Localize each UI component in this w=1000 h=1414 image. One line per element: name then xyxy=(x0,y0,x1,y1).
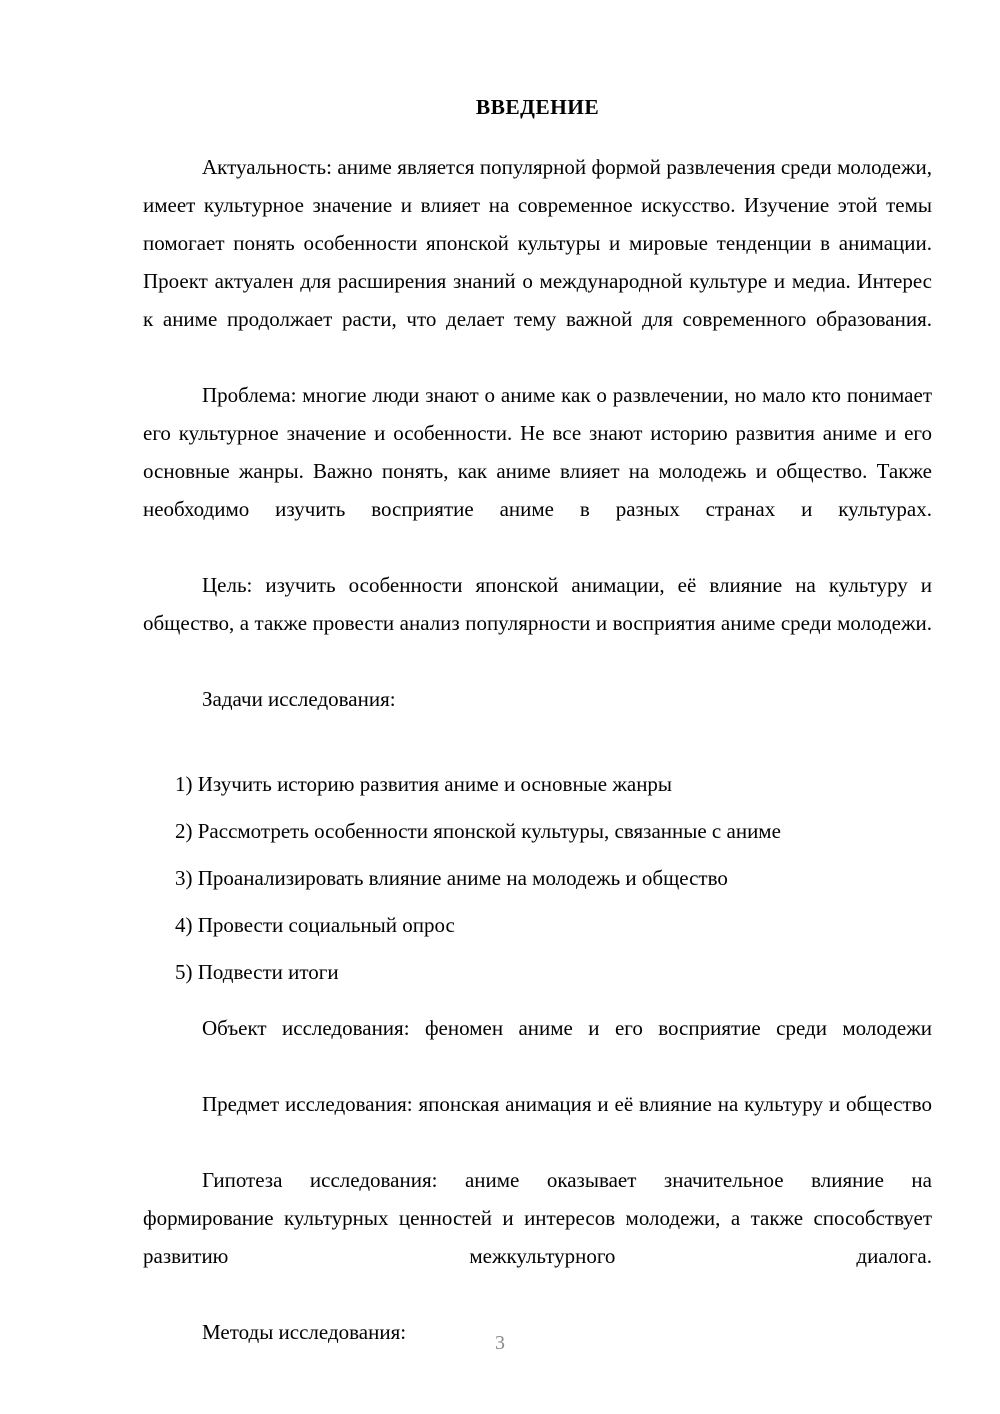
document-body xyxy=(143,88,932,1389)
list-item: 3) Проанализировать влияние аниме на молодежь и общество xyxy=(175,866,728,890)
heading-tasks: Задачи исследования: xyxy=(202,687,396,711)
tasks-list xyxy=(143,765,932,1000)
page-number: 3 xyxy=(495,1332,505,1354)
page-title: ВВЕДЕНИЕ xyxy=(475,95,600,119)
paragraph-problem: Проблема: многие люди знают о аниме как о развлечении, но мало кто понимает его культурное значение и особенности. Не все знают историю развития аниме и его основные жанры. Важно понять, как аниме влияет на молодежь и общество. Также необходимо изучить восприятие аниме в разных странах и культурах. xyxy=(143,383,932,521)
paragraph-goal: Цель: изучить особенности японской анимации, её влияние на культуру и общество, а также провести анализ популярности и восприятия аниме среди молодежи. xyxy=(143,573,932,635)
paragraph-subject: Предмет исследования: японская анимация и её влияние на культуру и общество xyxy=(202,1092,932,1116)
paragraph-object: Объект исследования: феномен аниме и его восприятие среди молодежи xyxy=(202,1016,932,1040)
paragraph-relevance: Актуальность: аниме является популярной формой развлечения среди молодежи, имеет культурное значение и влияет на современное искусство. Изучение этой темы помогает понять особенности японской культуры и мировые тенденции в анимации. Проект актуален для расширения знаний о международной культуре и медиа. Интерес к аниме продолжает расти, что делает тему важной для современного образования. xyxy=(143,155,932,331)
list-item: 4) Провести социальный опрос xyxy=(175,913,455,937)
list-item: 5) Подвести итоги xyxy=(175,960,339,984)
spacer xyxy=(143,1000,932,1009)
heading-methods: Методы исследования: xyxy=(202,1320,407,1344)
spacer xyxy=(143,756,932,765)
list-item: 2) Рассмотреть особенности японской культуры, связанные с аниме xyxy=(175,819,781,843)
list-item: 1) Изучить историю развития аниме и основные жанры xyxy=(175,772,673,796)
paragraph-hypothesis: Гипотеза исследования: аниме оказывает значительное влияние на формирование культурных ценностей и интересов молодежи, а также способствует развитию межкультурного диалога. xyxy=(143,1168,932,1268)
